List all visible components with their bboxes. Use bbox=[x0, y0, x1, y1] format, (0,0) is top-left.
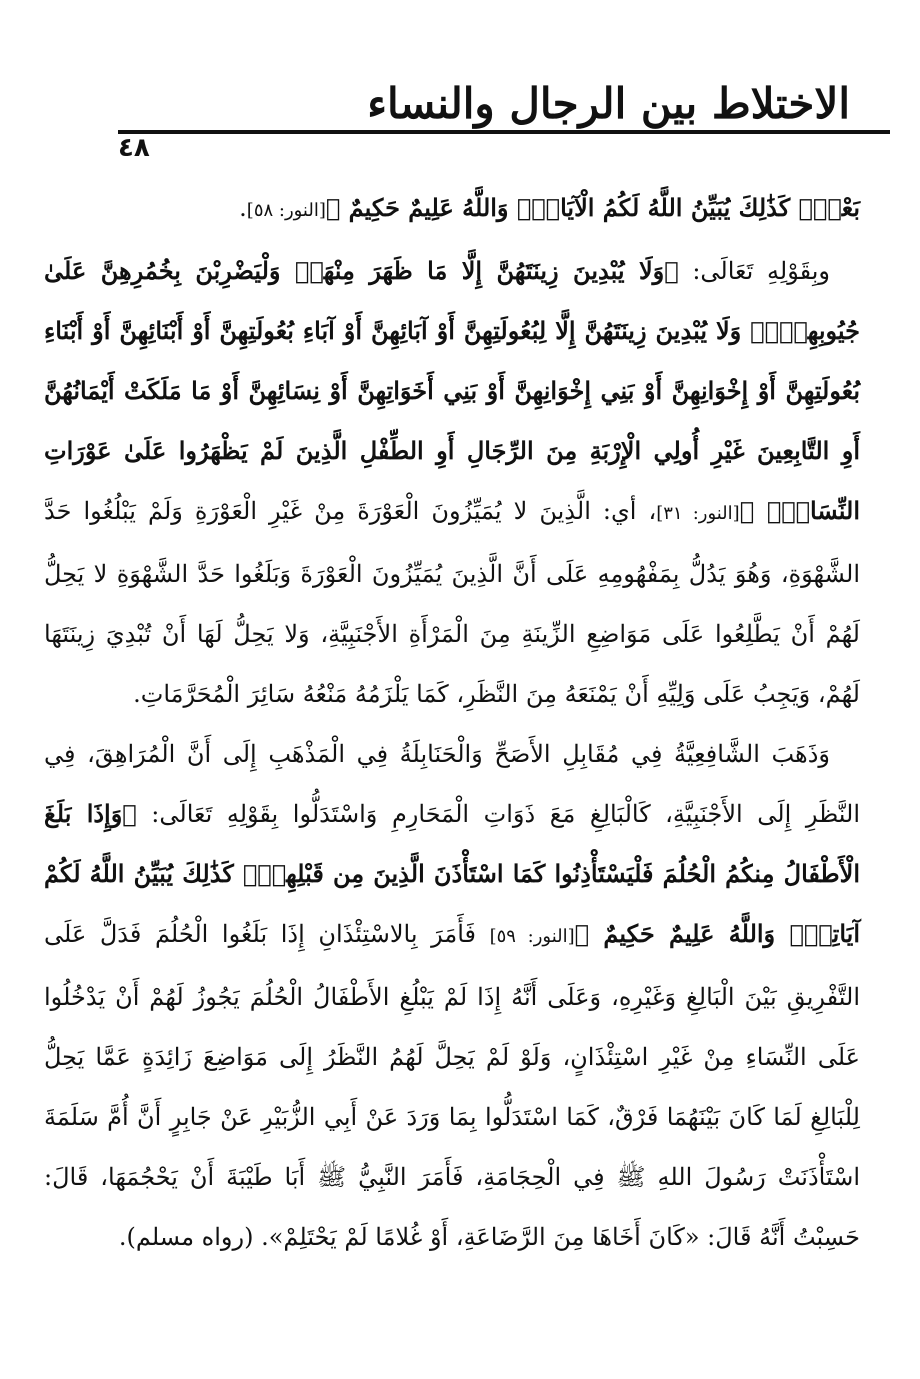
header-rule bbox=[118, 130, 890, 134]
paragraph-intro: وبِقَوْلِهِ تَعَالَى: bbox=[678, 257, 831, 285]
running-title: الاختلاط بين الرجال والنساء bbox=[367, 79, 850, 128]
quran-verse: بَعْضٍۚ كَذَٰلِكَ يُبَيِّنُ اللَّهُ لَكُمُ الْآيَاتِۗ وَاللَّهُ عَلِيمٌ حَكِيمٌ ﴾ bbox=[325, 193, 860, 222]
paragraph-1 bbox=[44, 178, 860, 241]
paragraph-intro: وَذَهَبَ الشَّافِعِيَّةُ فِي مُقَابِلِ الأَصَحِّ وَالْحَنَابِلَةُ فِي الْمَذْهَبِ إِلَى أَنَّ الْمُرَاهِقَ، فِي النَّظَرِ إِلَى الأَجْنَبِيَّةِ، كَالْبَالِغِ مَعَ ذَوَاتِ الْمَحَارِمِ وَاسْتَدَلُّوا بِقَوْلِهِ تَعَالَى: bbox=[44, 740, 860, 828]
main-text bbox=[44, 178, 860, 1267]
paragraph-3 bbox=[44, 724, 860, 1267]
page-number: ٤٨ bbox=[118, 133, 150, 163]
citation: [النور: ٥٩] bbox=[489, 926, 575, 947]
quran-verse: ﴿وَإِذَا بَلَغَ الْأَطْفَالُ مِنكُمُ الْحُلُمَ فَلْيَسْتَأْذِنُوا كَمَا اسْتَأْذَنَ الَّذِينَ مِن قَبْلِهِمْۚ كَذَٰلِكَ يُبَيِّنُ اللَّهُ لَكُمْ آيَاتِهِۗ وَاللَّهُ عَلِيمٌ حَكِيمٌ ﴾ bbox=[44, 799, 860, 948]
quran-verse: ﴿وَلَا يُبْدِينَ زِينَتَهُنَّ إِلَّا مَا ظَهَرَ مِنْهَاۖ وَلْيَضْرِبْنَ بِخُمُرِهِنَّ عَلَىٰ جُيُوبِهِنَّۖ وَلَا يُبْدِينَ زِينَتَهُنَّ إِلَّا لِبُعُولَتِهِنَّ أَوْ آبَائِهِنَّ أَوْ آبَاءِ بُعُولَتِهِنَّ أَوْ أَبْنَائِهِنَّ أَوْ أَبْنَاءِ بُعُولَتِهِنَّ أَوْ إِخْوَانِهِنَّ أَوْ بَنِي إِخْوَانِهِنَّ أَوْ بَنِي أَخَوَاتِهِنَّ أَوْ نِسَائِهِنَّ أَوْ مَا مَلَكَتْ أَيْمَانُهُنَّ أَوِ التَّابِعِينَ غَيْرِ أُولِي الْإِرْبَةِ مِنَ الرِّجَالِ أَوِ الطِّفْلِ الَّذِينَ لَمْ يَظْهَرُوا عَلَىٰ عَوْرَاتِ النِّسَاءِۖ ﴾ bbox=[44, 256, 861, 525]
citation: [النور: ٥٨] bbox=[246, 200, 326, 221]
paragraph-text: . bbox=[239, 194, 247, 222]
paragraph-text: ، أي: الَّذِينَ لا يُمَيِّزُونَ الْعَوْرَةَ مِنْ غَيْرِ الْعَوْرَةِ وَلَمْ يَبْلُغُوا حَدَّ الشَّهْوَةِ، وَهُوَ يَدُلُّ بِمَفْهُومِهِ عَلَى أَنَّ الَّذِينَ يُمَيِّزُونَ الْعَوْرَةَ وَبَلَغُوا حَدَّ الشَّهْوَةِ لا يَحِلُّ لَهُمْ أَنْ يَطَّلِعُوا عَلَى مَوَاضِعِ الزِّينَةِ مِنَ الْمَرْأَةِ الأَجْنَبِيَّةِ، وَلا يَحِلُّ لَهَا أَنْ تُبْدِيَ زِينَتَهَا لَهُمْ، وَيَجِبُ عَلَى وَلِيِّهِ أَنْ يَمْنَعَهُ مِنَ النَّظَرِ، كَمَا يَلْزَمُهُ مَنْعُهُ سَائِرَ الْمُحَرَّمَاتِ. bbox=[44, 497, 860, 708]
page-header bbox=[118, 70, 890, 163]
paragraph-text: فَأَمَرَ بِالاسْتِئْذَانِ إِذَا بَلَغُوا الْحُلُمَ فَدَلَّ عَلَى التَّفْرِيقِ بَيْنَ الْبَالِغِ وَغَيْرِهِ، وَعَلَى أَنَّهُ إِذَا لَمْ يَبْلُغِ الأَطْفَالُ الْحُلُمَ يَجُوزُ لَهُمْ أَنْ يَدْخُلُوا عَلَى النِّسَاءِ مِنْ غَيْرِ اسْتِئْذَانٍ، وَلَوْ لَمْ يَحِلَّ لَهُمُ النَّظَرُ إِلَى مَوَاضِعَ زَائِدَةٍ عَمَّا يَحِلُّ لِلْبَالِغِ لَمَا كَانَ بَيْنَهُمَا فَرْقٌ، كَمَا اسْتَدَلُّوا بِمَا وَرَدَ عَنْ أَبِي الزُّبَيْرِ عَنْ جَابِرٍ أَنَّ أُمَّ سَلَمَةَ اسْتَأْذَنَتْ رَسُولَ اللهِ ﷺ فِي الْحِجَامَةِ، فَأَمَرَ النَّبِيُّ ﷺ أَبَا طَيْبَةَ أَنْ يَحْجُمَهَا، قَالَ: حَسِبْتُ أَنَّهُ قَالَ: «كَانَ أَخَاهَا مِنَ الرَّضَاعَةِ، أَوْ غُلامًا لَمْ يَحْتَلِمْ». (رواه مسلم). bbox=[44, 920, 860, 1251]
citation: [النور: ٣١] bbox=[656, 503, 740, 524]
paragraph-2 bbox=[44, 241, 860, 724]
